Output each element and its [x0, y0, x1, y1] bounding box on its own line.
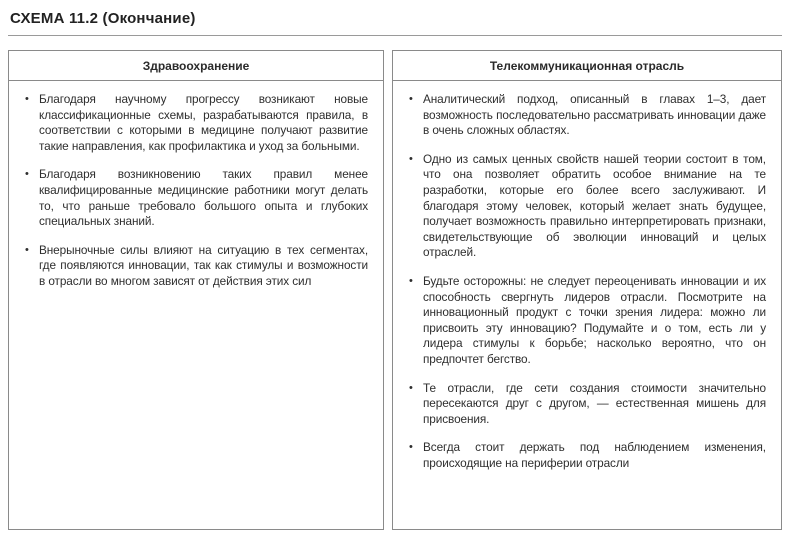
telecom-column [392, 50, 782, 530]
bullet-item: • Аналитический подход, описанный в главах 1–3, дает возможность последовательно рассматривать инновации даже в очень сложных областях. [405, 92, 766, 139]
page-title: СХЕМА 11.2 (Окончание) [10, 10, 196, 27]
healthcare-column [8, 50, 384, 530]
title-divider [8, 35, 782, 36]
telecom-column-header: Телекоммуникационная отрасль [393, 51, 781, 81]
telecom-bullet-list [393, 81, 781, 494]
healthcare-column-header: Здравоохранение [9, 51, 383, 81]
healthcare-bullet-list [9, 81, 383, 313]
bullet-item: • Будьте осторожны: не следует переоценивать инновации и их способность свергнуть лидеров отрасли. Посмотрите на инновационный продукт с точки зрения лидера: можно ли присвоить эту инновацию? Подумайте и о том, есть ли у лидера стимулы к борьбе; насколько вероятно, что он предпочтет бегство. [405, 274, 766, 368]
scheme-columns [8, 50, 782, 530]
bullet-item: • Внерыночные силы влияют на ситуацию в тех сегментах, где появляются инновации, так как стимулы и возможности в отрасли во многом зависят от действия этих сил [21, 243, 368, 290]
bullet-item: • Те отрасли, где сети создания стоимости значительно пересекаются друг с другом, — естественная мишень для присвоения. [405, 381, 766, 428]
bullet-item: • Одно из самых ценных свойств нашей теории состоит в том, что она позволяет обратить особое внимание на те разработки, которые его более всего заслуживают. И благодаря этому человек, который желает знать будущее, получает возможность правильно интерпретировать признаки, свидетельствующие об эволюции инноваций и целых отраслей. [405, 152, 766, 261]
bullet-item: • Благодаря научному прогрессу возникают новые классификационные схемы, разрабатываются правила, в соответствии с которыми в медицине получают развитие такие направления, как профилактика и уход за больными. [21, 92, 368, 154]
bullet-item: • Благодаря возникновению таких правил менее квалифицированные медицинские работники могут делать то, что раньше требовало большого опыта и глубоких специальных знаний. [21, 167, 368, 229]
bullet-item: • Всегда стоит держать под наблюдением изменения, происходящие на периферии отрасли [405, 440, 766, 471]
